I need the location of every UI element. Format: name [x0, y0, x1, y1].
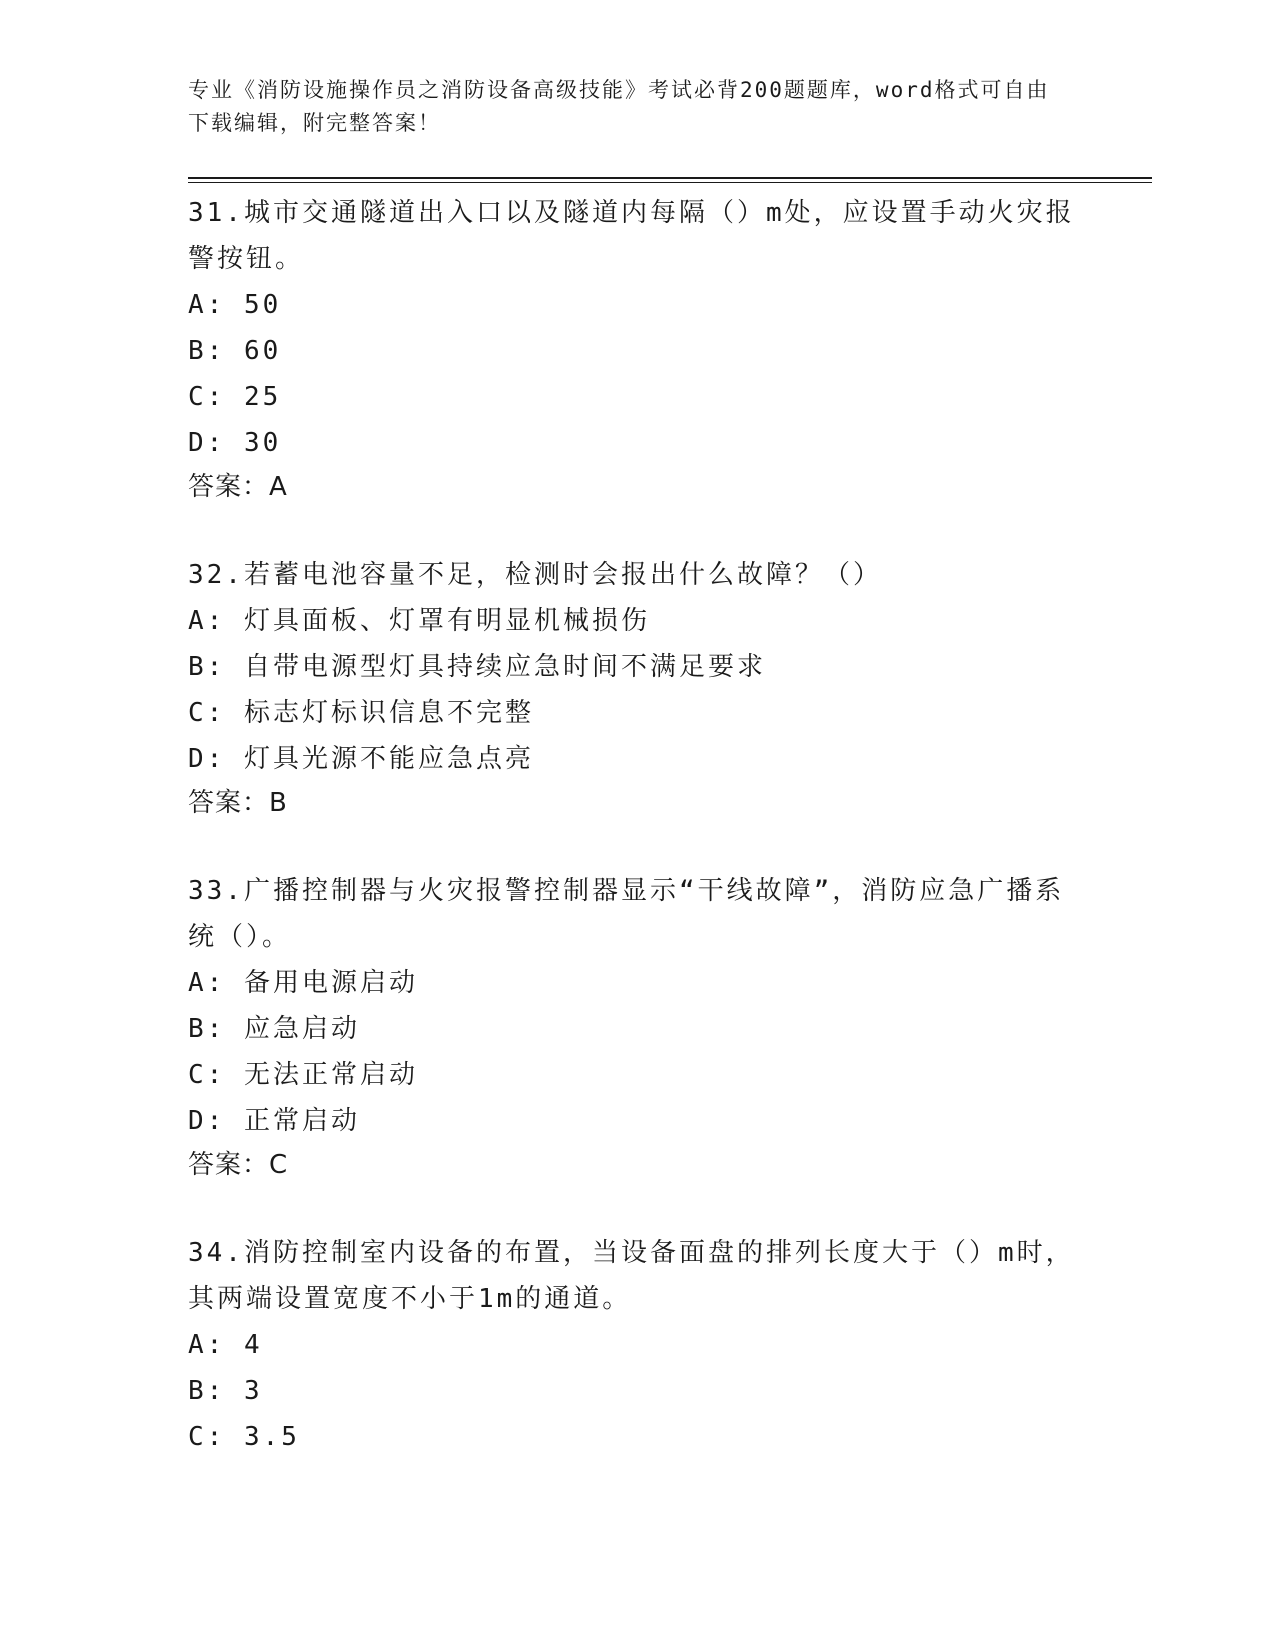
option-b: B: 自带电源型灯具持续应急时间不满足要求: [188, 652, 766, 682]
option-a: A: 灯具面板、灯罩有明显机械损伤: [188, 606, 650, 636]
question-stem: 31.城市交通隧道出入口以及隧道内每隔（）m处，应设置手动火灾报警按钮。: [188, 198, 1075, 274]
question-stem: 32.若蓄电池容量不足，检测时会报出什么故障？（）: [188, 560, 882, 590]
option-a: A: 备用电源启动: [188, 968, 418, 998]
document-intro: 专业《消防设施操作员之消防设备高级技能》考试必背200题题库，word格式可自由下载编辑，附完整答案！: [188, 78, 1050, 135]
answer-line: 答案：B: [188, 788, 288, 818]
option-d: D: 正常启动: [188, 1106, 360, 1136]
header-divider-thick: [188, 177, 1152, 179]
option-c: C: 无法正常启动: [188, 1060, 418, 1090]
option-a: A: 50: [188, 290, 282, 320]
question-32: [188, 552, 1088, 824]
question-stem: 33.广播控制器与火灾报警控制器显示“干线故障”，消防应急广播系统（）。: [188, 876, 1065, 952]
question-34: [188, 1230, 1088, 1460]
option-b: B: 应急启动: [188, 1014, 360, 1044]
option-a: A: 4: [188, 1330, 263, 1360]
question-list: [188, 190, 1088, 1504]
option-d: D: 30: [188, 428, 282, 458]
option-d: D: 灯具光源不能应急点亮: [188, 744, 534, 774]
answer-line: 答案：A: [188, 472, 288, 502]
option-b: B: 60: [188, 336, 282, 366]
header-divider-thin: [188, 182, 1152, 183]
option-c: C: 标志灯标识信息不完整: [188, 698, 534, 728]
question-31: [188, 190, 1088, 508]
option-c: C: 3.5: [188, 1422, 300, 1452]
option-b: B: 3: [188, 1376, 263, 1406]
question-33: [188, 868, 1088, 1186]
option-c: C: 25: [188, 382, 282, 412]
answer-line: 答案：C: [188, 1150, 289, 1180]
question-stem: 34.消防控制室内设备的布置，当设备面盘的排列长度大于（）m时，其两端设置宽度不小于1m的通道。: [188, 1238, 1075, 1314]
